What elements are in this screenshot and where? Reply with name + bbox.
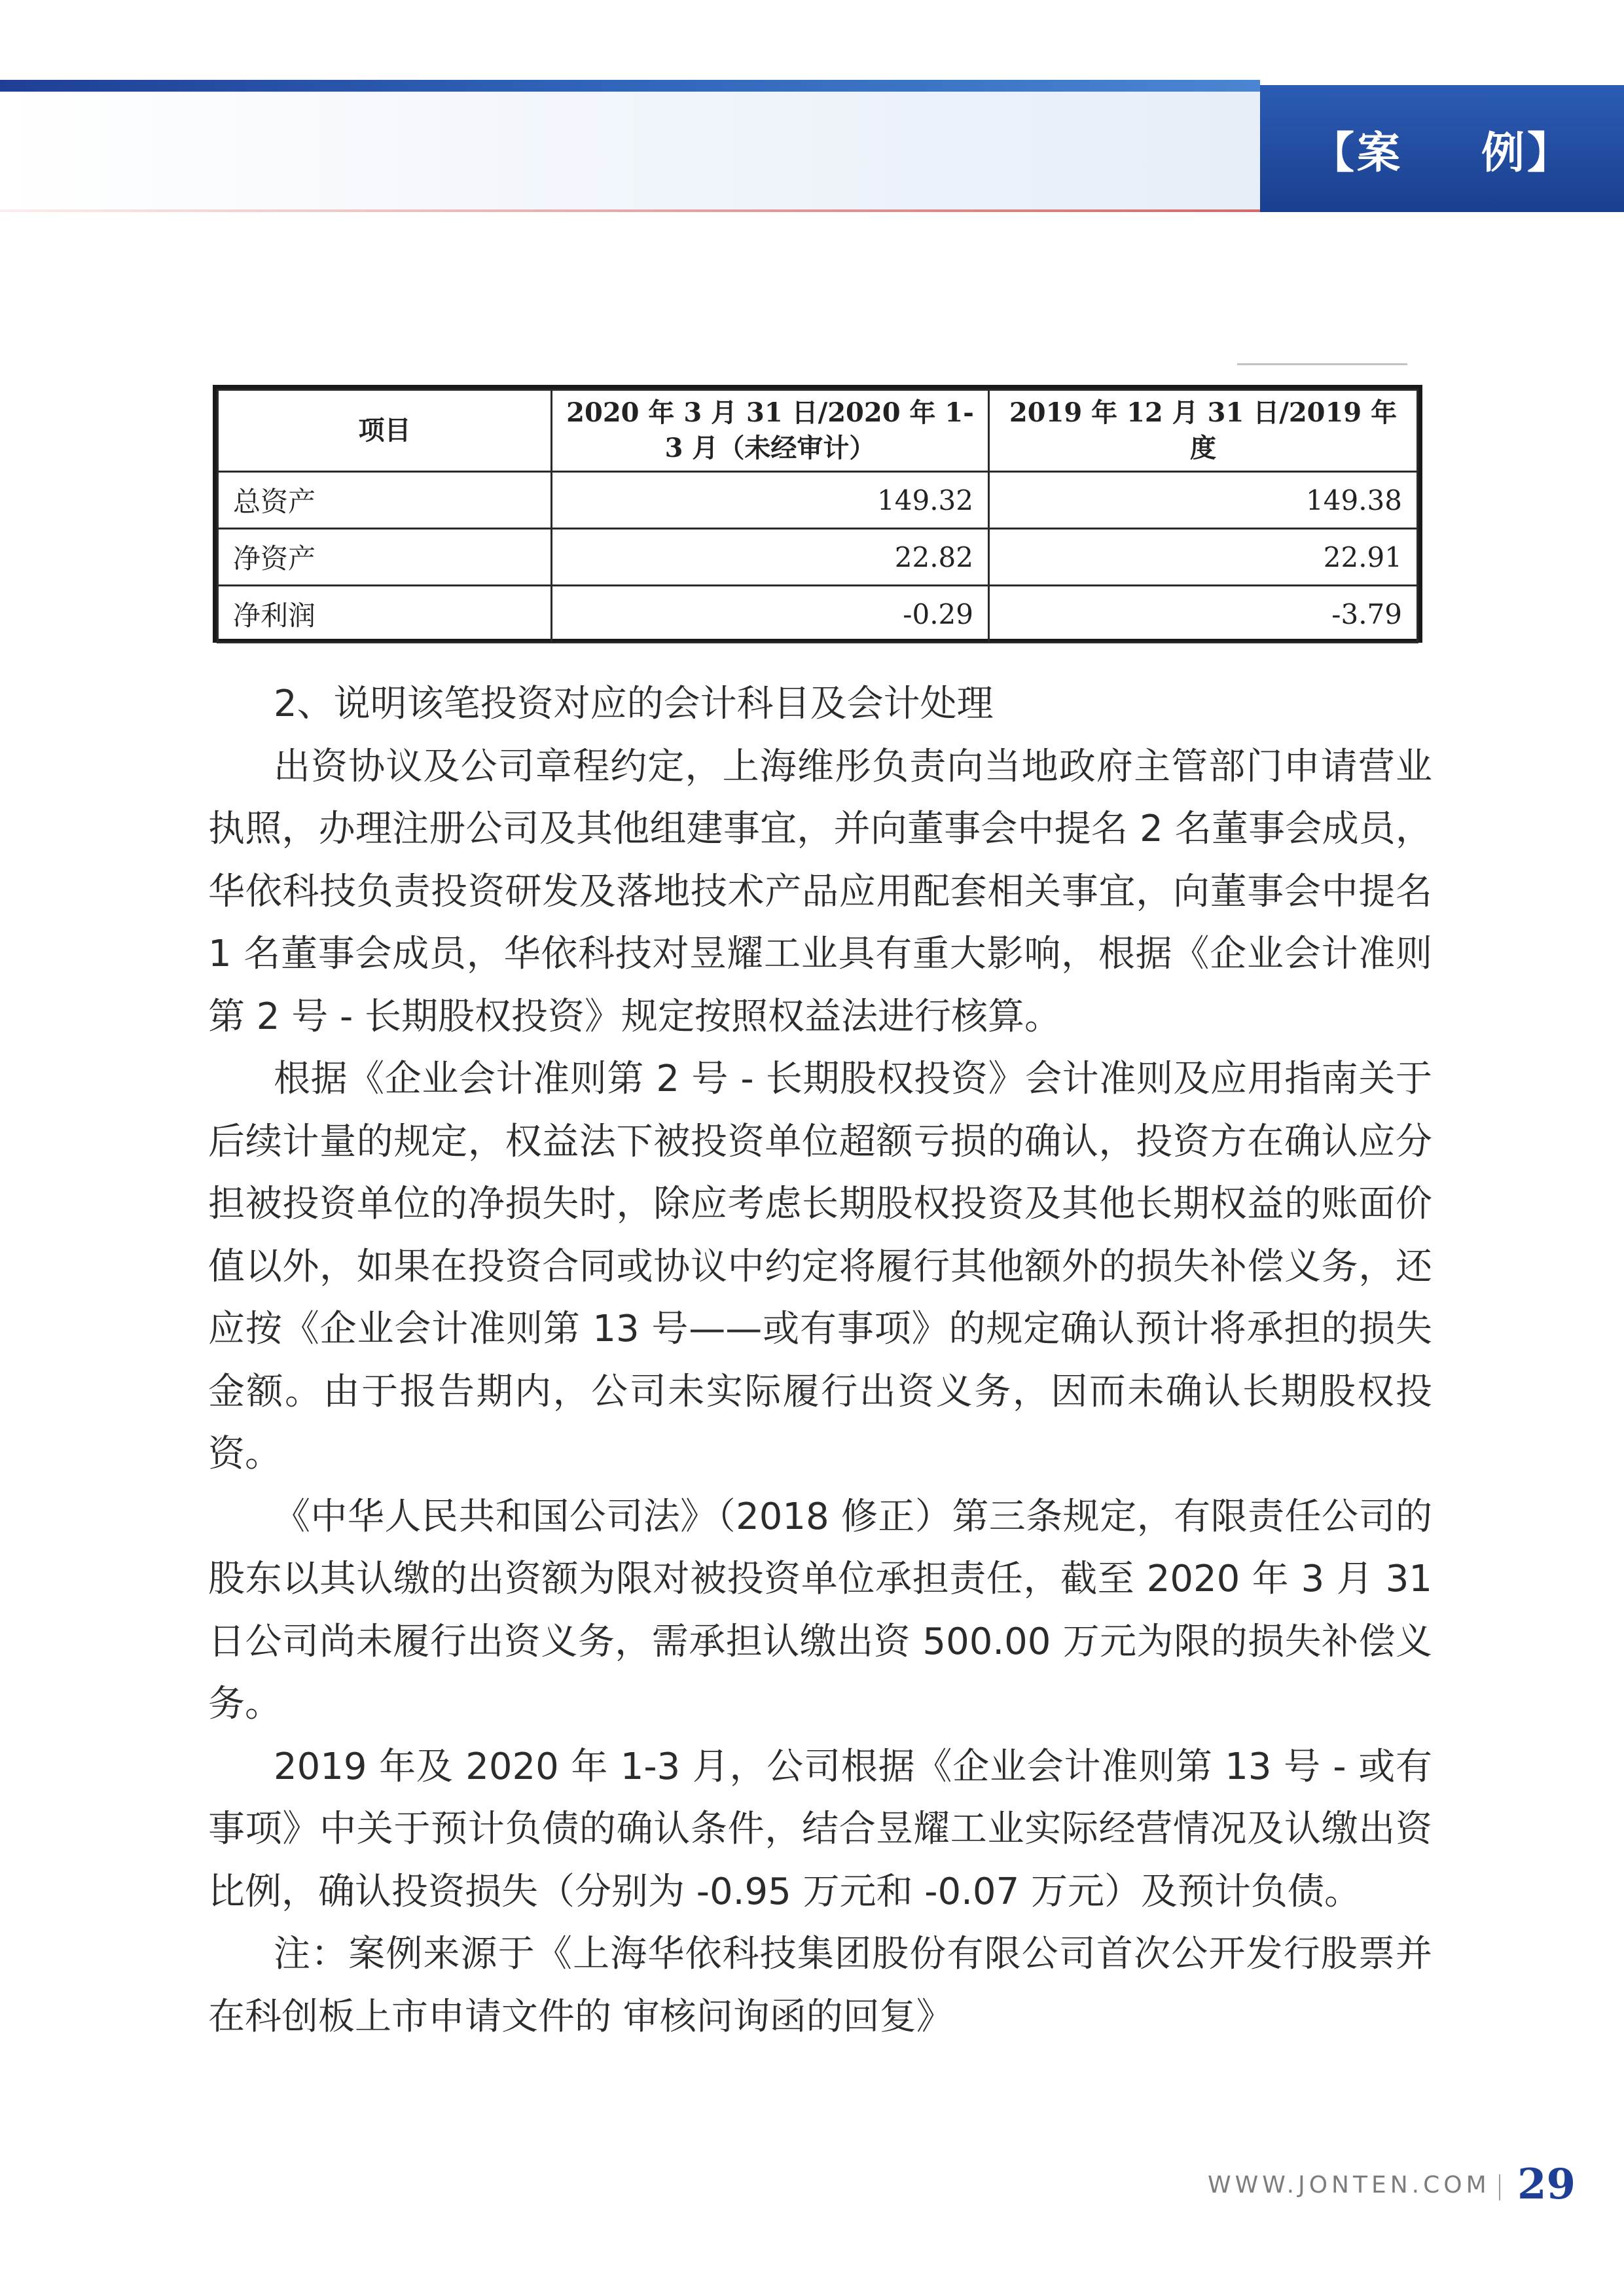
paragraph: 根据《企业会计准则第 2 号 - 长期股权投资》会计准则及应用指南关于后续计量的规定，权益法下被投资单位超额亏损的确认，投资方在确认应分担被投资单位的净损失时，除应考虑长期股权投资及其他长期权益的账面价值以外，如果在投资合同或协议中约定将履行其他额外的损失补偿义务，还应按《企业会计准则第 13 号——或有事项》的规定确认预计将承担的损失金额。由于报告期内，公司未实际履行出资义务，因而未确认长期股权投资。 (208, 1058, 1432, 1475)
table-header-row (218, 390, 1418, 472)
row-value-2020: 22.82 (552, 529, 989, 586)
paragraph: 出资协议及公司章程约定，上海维彤负责向当地政府主管部门申请营业执照，办理注册公司及其他组建事宜，并向董事会中提名 2 名董事会成员，华依科技负责投资研发及落地技术产品应用配套相关事宜，向董事会中提名 1 名董事会成员，华依科技对昱耀工业具有重大影响，根据《企业会计准则第 2 号 - 长期股权投资》规定按照权益法进行核算。 (208, 745, 1432, 1038)
row-value-2019: 22.91 (989, 529, 1418, 586)
page-number: 29 (1517, 2160, 1576, 2209)
paragraph: 《中华人民共和国公司法》（2018 修正）第三条规定，有限责任公司的股东以其认缴的出资额为限对被投资单位承担责任，截至 2020 年 3 月 31 日公司尚未履行出资义务，需承担认缴出资 500.00 万元为限的损失补偿义务。 (208, 1495, 1432, 1725)
section-tab (1260, 85, 1624, 212)
table-cropped-caption (1237, 363, 1407, 382)
article-body (208, 673, 1432, 2048)
table-header-item: 项目 (218, 390, 552, 472)
section-tab-label-left: 【案 (1311, 127, 1403, 178)
paragraph: 2019 年及 2020 年 1-3 月，公司根据《企业会计准则第 13 号 - 或有事项》中关于预计负债的确认条件，结合昱耀工业实际经营情况及认缴出资比例，确认投资损失（分别为 -0.95 万元和 -0.07 万元）及预计负债。 (208, 1745, 1432, 1913)
row-value-2020: 149.32 (552, 472, 989, 529)
header-top-line (0, 80, 1260, 92)
source-note: 注：案例来源于《上海华依科技集团股份有限公司首次公开发行股票并在科创板上市申请文件的 审核问询函的回复》 (208, 1933, 1432, 2038)
table-row (218, 529, 1418, 586)
section-tab-label (1311, 118, 1573, 180)
row-value-2019: 149.38 (989, 472, 1418, 529)
row-label: 净利润 (218, 586, 552, 643)
row-value-2019: -3.79 (989, 586, 1418, 643)
table-header-2019: 2019 年 12 月 31 日/2019 年度 (989, 390, 1418, 472)
financial-table (213, 385, 1422, 643)
table-header-2020: 2020 年 3 月 31 日/2020 年 1-3 月（未经审计） (552, 390, 989, 472)
row-value-2020: -0.29 (552, 586, 989, 643)
header-band (0, 92, 1260, 209)
row-label: 净资产 (218, 529, 552, 586)
footer-url: WWW.JONTEN.COM (1208, 2172, 1490, 2198)
row-label: 总资产 (218, 472, 552, 529)
watermark-residue (1224, 632, 1394, 651)
section-tab-label-right: 例】 (1481, 127, 1573, 178)
section-heading: 2、说明该笔投资对应的会计科目及会计处理 (274, 683, 994, 725)
table-row (218, 472, 1418, 529)
footer-divider (1499, 2174, 1500, 2200)
header-red-underline (0, 209, 1260, 212)
